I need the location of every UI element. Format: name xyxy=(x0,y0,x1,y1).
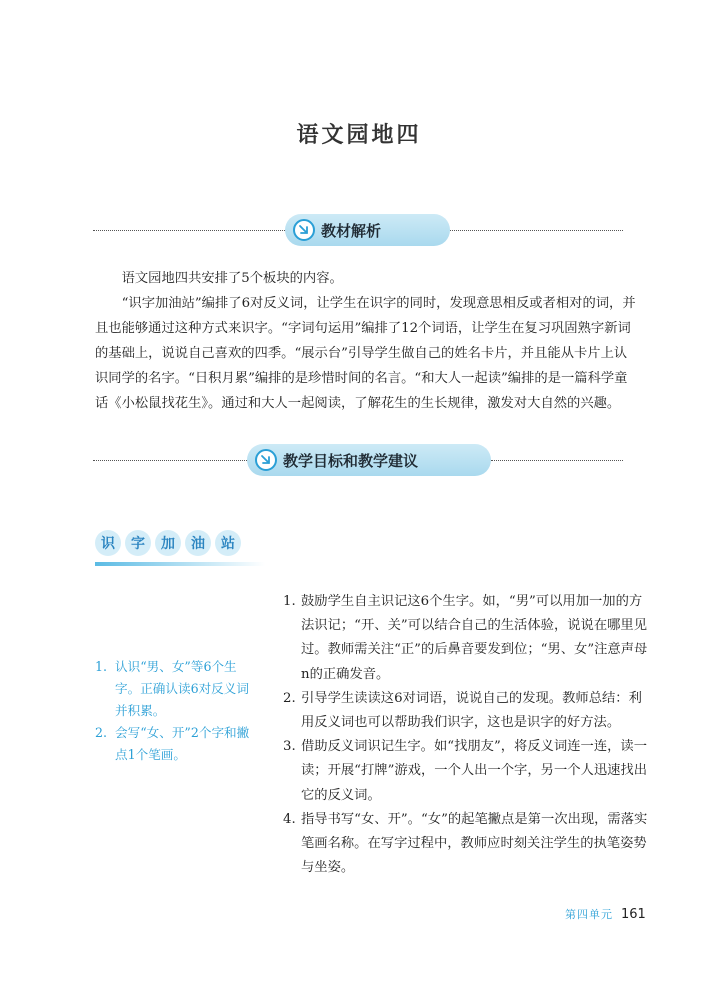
goal-text: 认识“男、女”等6个生字。正确认读6对反义词并积累。 xyxy=(115,659,249,718)
suggestion-number: 3. xyxy=(283,739,296,755)
suggestions-list xyxy=(283,590,655,880)
literacy-station-tab xyxy=(95,530,295,570)
suggestion-text: 指导书写“女、开”。“女”的起笔撇点是第一次出现，需落实笔画名称。在写字过程中，教师应时刻关注学生的执笔姿势与坐姿。 xyxy=(301,811,648,876)
goals-list xyxy=(95,656,255,766)
goal-number: 1. xyxy=(95,659,108,674)
suggestion-text: 借助反义词识记生字。如“找朋友”，将反义词连一连，读一读；开展“打牌”游戏，一个人出一个字，另一个人迅速找出它的反义词。 xyxy=(301,739,648,803)
goal-text: 会写“女、开”2个字和撇点1个笔画。 xyxy=(115,725,250,762)
analysis-label: 教材解析 xyxy=(321,221,382,240)
suggestion-item xyxy=(283,590,655,687)
tab-char: 站 xyxy=(215,530,241,556)
divider-left xyxy=(93,460,247,461)
page-title: 语文园地四 xyxy=(296,122,422,148)
goals-label: 教学目标和教学建议 xyxy=(283,451,419,470)
divider-right xyxy=(450,230,623,231)
divider-left xyxy=(93,230,285,231)
goal-item xyxy=(95,722,255,766)
unit-label: 第四单元 xyxy=(565,908,613,921)
analysis-pill xyxy=(285,214,450,246)
suggestion-number: 4. xyxy=(283,811,296,827)
suggestion-number: 2. xyxy=(283,690,296,706)
arrow-circle-icon xyxy=(255,449,277,471)
tab-char: 字 xyxy=(125,530,151,556)
goal-item xyxy=(95,656,255,722)
tab-underline xyxy=(95,562,265,566)
suggestion-item xyxy=(283,808,655,881)
goals-pill xyxy=(247,444,491,476)
suggestion-text: 引导学生读读这6对词语，说说自己的发现。教师总结：利用反义词也可以帮助我们识字，这也是识字的好方法。 xyxy=(301,690,642,731)
goals-section-header xyxy=(93,444,623,478)
suggestion-item xyxy=(283,687,655,735)
goal-number: 2. xyxy=(95,725,108,740)
analysis-section-header xyxy=(93,214,623,248)
analysis-body xyxy=(95,266,640,416)
analysis-paragraph: “识字加油站”编排了6对反义词，让学生在识字的同时，发现意思相反或者相对的词，并且也能够通过这种方式来识字。“字词句运用”编排了12个词语，让学生在复习巩固熟字新词的基础上，说说自己喜欢的四季。“展示台”引导学生做自己的姓名卡片，并且能从卡片上认识同学的名字。“日积月累”编排的是珍惜时间的名言。“和大人一起读”编排的是一篇科学童话《小松鼠找花生》。通过和大人一起阅读，了解花生的生长规律，激发对大自然的兴趣。 xyxy=(95,296,636,411)
suggestion-text: 鼓励学生自主识记这6个生字。如，“男”可以用加一加的方法识记；“开、关”可以结合自己的生活体验，说说在哪里见过。教师需关注“正”的后鼻音要发到位；“男、女”注意声母n的正确发音。 xyxy=(301,594,648,682)
suggestion-number: 1. xyxy=(283,594,296,609)
arrow-circle-icon xyxy=(293,219,315,241)
tab-char: 识 xyxy=(95,530,121,556)
analysis-paragraph: 语文园地四共安排了5个板块的内容。 xyxy=(121,271,343,286)
page-number: 161 xyxy=(621,907,646,922)
tab-char: 油 xyxy=(185,530,211,556)
divider-right xyxy=(491,460,623,461)
suggestion-item xyxy=(283,735,655,808)
tab-char: 加 xyxy=(155,530,181,556)
page-footer xyxy=(565,906,646,922)
